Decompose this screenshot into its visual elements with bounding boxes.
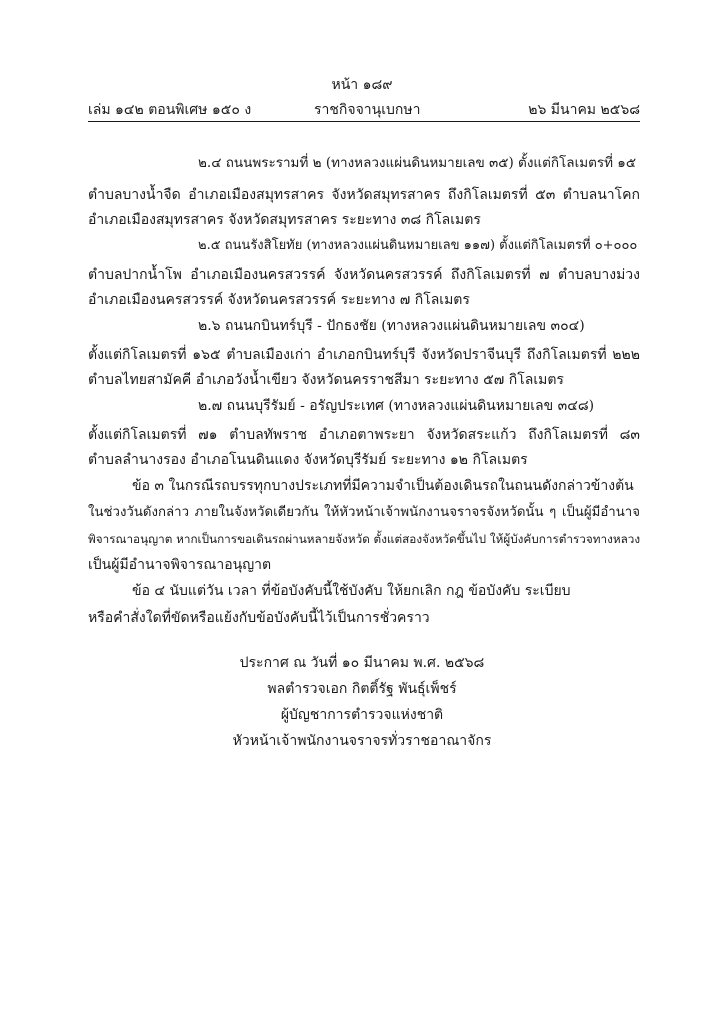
volume-issue: เล่ม ๑๔๒ ตอนพิเศษ ๑๕๐ ง bbox=[88, 102, 252, 118]
body-line: ตำบลบางน้ำจืด อำเภอเมืองสมุทรสาคร จังหวัดสมุทรสาคร ถึงกิโลเมตรที่ ๕๓ ตำบลนาโคก bbox=[88, 187, 640, 203]
signatory-title: ผู้บัญชาการตำรวจแห่งชาติ bbox=[280, 707, 444, 723]
body-line: ตำบลปากน้ำโพ อำเภอเมืองนครสวรรค์ จังหวัดนครสวรรค์ ถึงกิโลเมตรที่ ๗ ตำบลบางม่วง bbox=[88, 267, 640, 283]
body-line: ตั้งแต่กิโลเมตรที่ ๗๑ ตำบลทัพราช อำเภอตาพระยา จังหวัดสระแก้ว ถึงกิโลเมตรที่ ๘๓ bbox=[88, 427, 640, 443]
page-number: หน้า ๑๘๙ bbox=[331, 77, 393, 93]
section-2-7-line: ๒.๗ ถนนบุรีรัมย์ - อรัญประเทศ (ทางหลวงแผ่นดินหมายเลข ๓๔๘) bbox=[198, 398, 595, 414]
body-line: หรือคำสั่งใดที่ขัดหรือแย้งกับข้อบังคับนี้ไว้เป็นการชั่วคราว bbox=[88, 610, 430, 626]
body-line: เป็นผู้มีอำนาจพิจารณาอนุญาต bbox=[88, 557, 272, 573]
section-2-4-line: ๒.๔ ถนนพระรามที่ ๒ (ทางหลวงแผ่นดินหมายเลข ๓๕) ตั้งแต่กิโลเมตรที่ ๑๕ bbox=[198, 155, 637, 171]
body-line: ตำบลไทยสามัคคี อำเภอวังน้ำเขียว จังหวัดนครราชสีมา ระยะทาง ๕๗ กิโลเมตร bbox=[88, 372, 564, 388]
header-divider bbox=[88, 121, 640, 122]
section-2-5-line: ๒.๕ ถนนรังสิโยทัย (ทางหลวงแผ่นดินหมายเลข ๑๑๗) ตั้งแต่กิโลเมตรที่ ๐+๐๐๐ bbox=[198, 238, 638, 253]
body-line: ในช่วงวันดังกล่าว ภายในจังหวัดเดียวกัน ให้หัวหน้าเจ้าพนักงานจราจรจังหวัดนั้น ๆ เป็นผู้มีอำนาจ bbox=[88, 505, 640, 520]
body-line: อำเภอเมืองสมุทรสาคร จังหวัดสมุทรสาคร ระยะทาง ๓๘ กิโลเมตร bbox=[88, 212, 481, 228]
announcement-date: ประกาศ ณ วันที่ ๑๐ มีนาคม พ.ศ. ๒๕๖๘ bbox=[239, 655, 485, 671]
clause-4-line: ข้อ ๔ นับแต่วัน เวลา ที่ข้อบังคับนี้ใช้บังคับ ให้ยกเลิก กฎ ข้อบังคับ ระเบียบ bbox=[132, 583, 571, 599]
body-line: อำเภอเมืองนครสวรรค์ จังหวัดนครสวรรค์ ระยะทาง ๗ กิโลเมตร bbox=[88, 292, 470, 308]
gazette-header bbox=[88, 99, 640, 119]
body-line: ตำบลลำนางรอง อำเภอโนนดินแดง จังหวัดบุรีรัมย์ ระยะทาง ๑๒ กิโลเมตร bbox=[88, 452, 528, 468]
body-line: ตั้งแต่กิโลเมตรที่ ๑๖๕ ตำบลเมืองเก่า อำเภอกบินทร์บุรี จังหวัดปราจีนบุรี ถึงกิโลเมตรที่ ๒๒๒ bbox=[88, 347, 640, 363]
gazette-name: ราชกิจจานุเบกษา bbox=[314, 102, 421, 118]
publication-date: ๒๖ มีนาคม ๒๕๖๘ bbox=[528, 102, 640, 118]
signatory-name: พลตำรวจเอก กิตติ์รัฐ พันธุ์เพ็ชร์ bbox=[267, 681, 457, 697]
section-2-6-line: ๒.๖ ถนนกบินทร์บุรี - ปักธงชัย (ทางหลวงแผ่นดินหมายเลข ๓๐๔) bbox=[198, 318, 585, 334]
body-line: พิจารณาอนุญาต หากเป็นการขอเดินรถผ่านหลายจังหวัด ตั้งแต่สองจังหวัดขึ้นไป ให้ผู้บังคับการตำรวจทางหลวง bbox=[88, 532, 640, 546]
clause-3-line: ข้อ ๓ ในกรณีรถบรรทุกบางประเภทที่มีความจำเป็นต้องเดินรถในถนนดังกล่าวข้างต้น bbox=[132, 478, 634, 494]
signatory-role: หัวหน้าเจ้าพนักงานจราจรทั่วราชอาณาจักร bbox=[232, 733, 492, 749]
